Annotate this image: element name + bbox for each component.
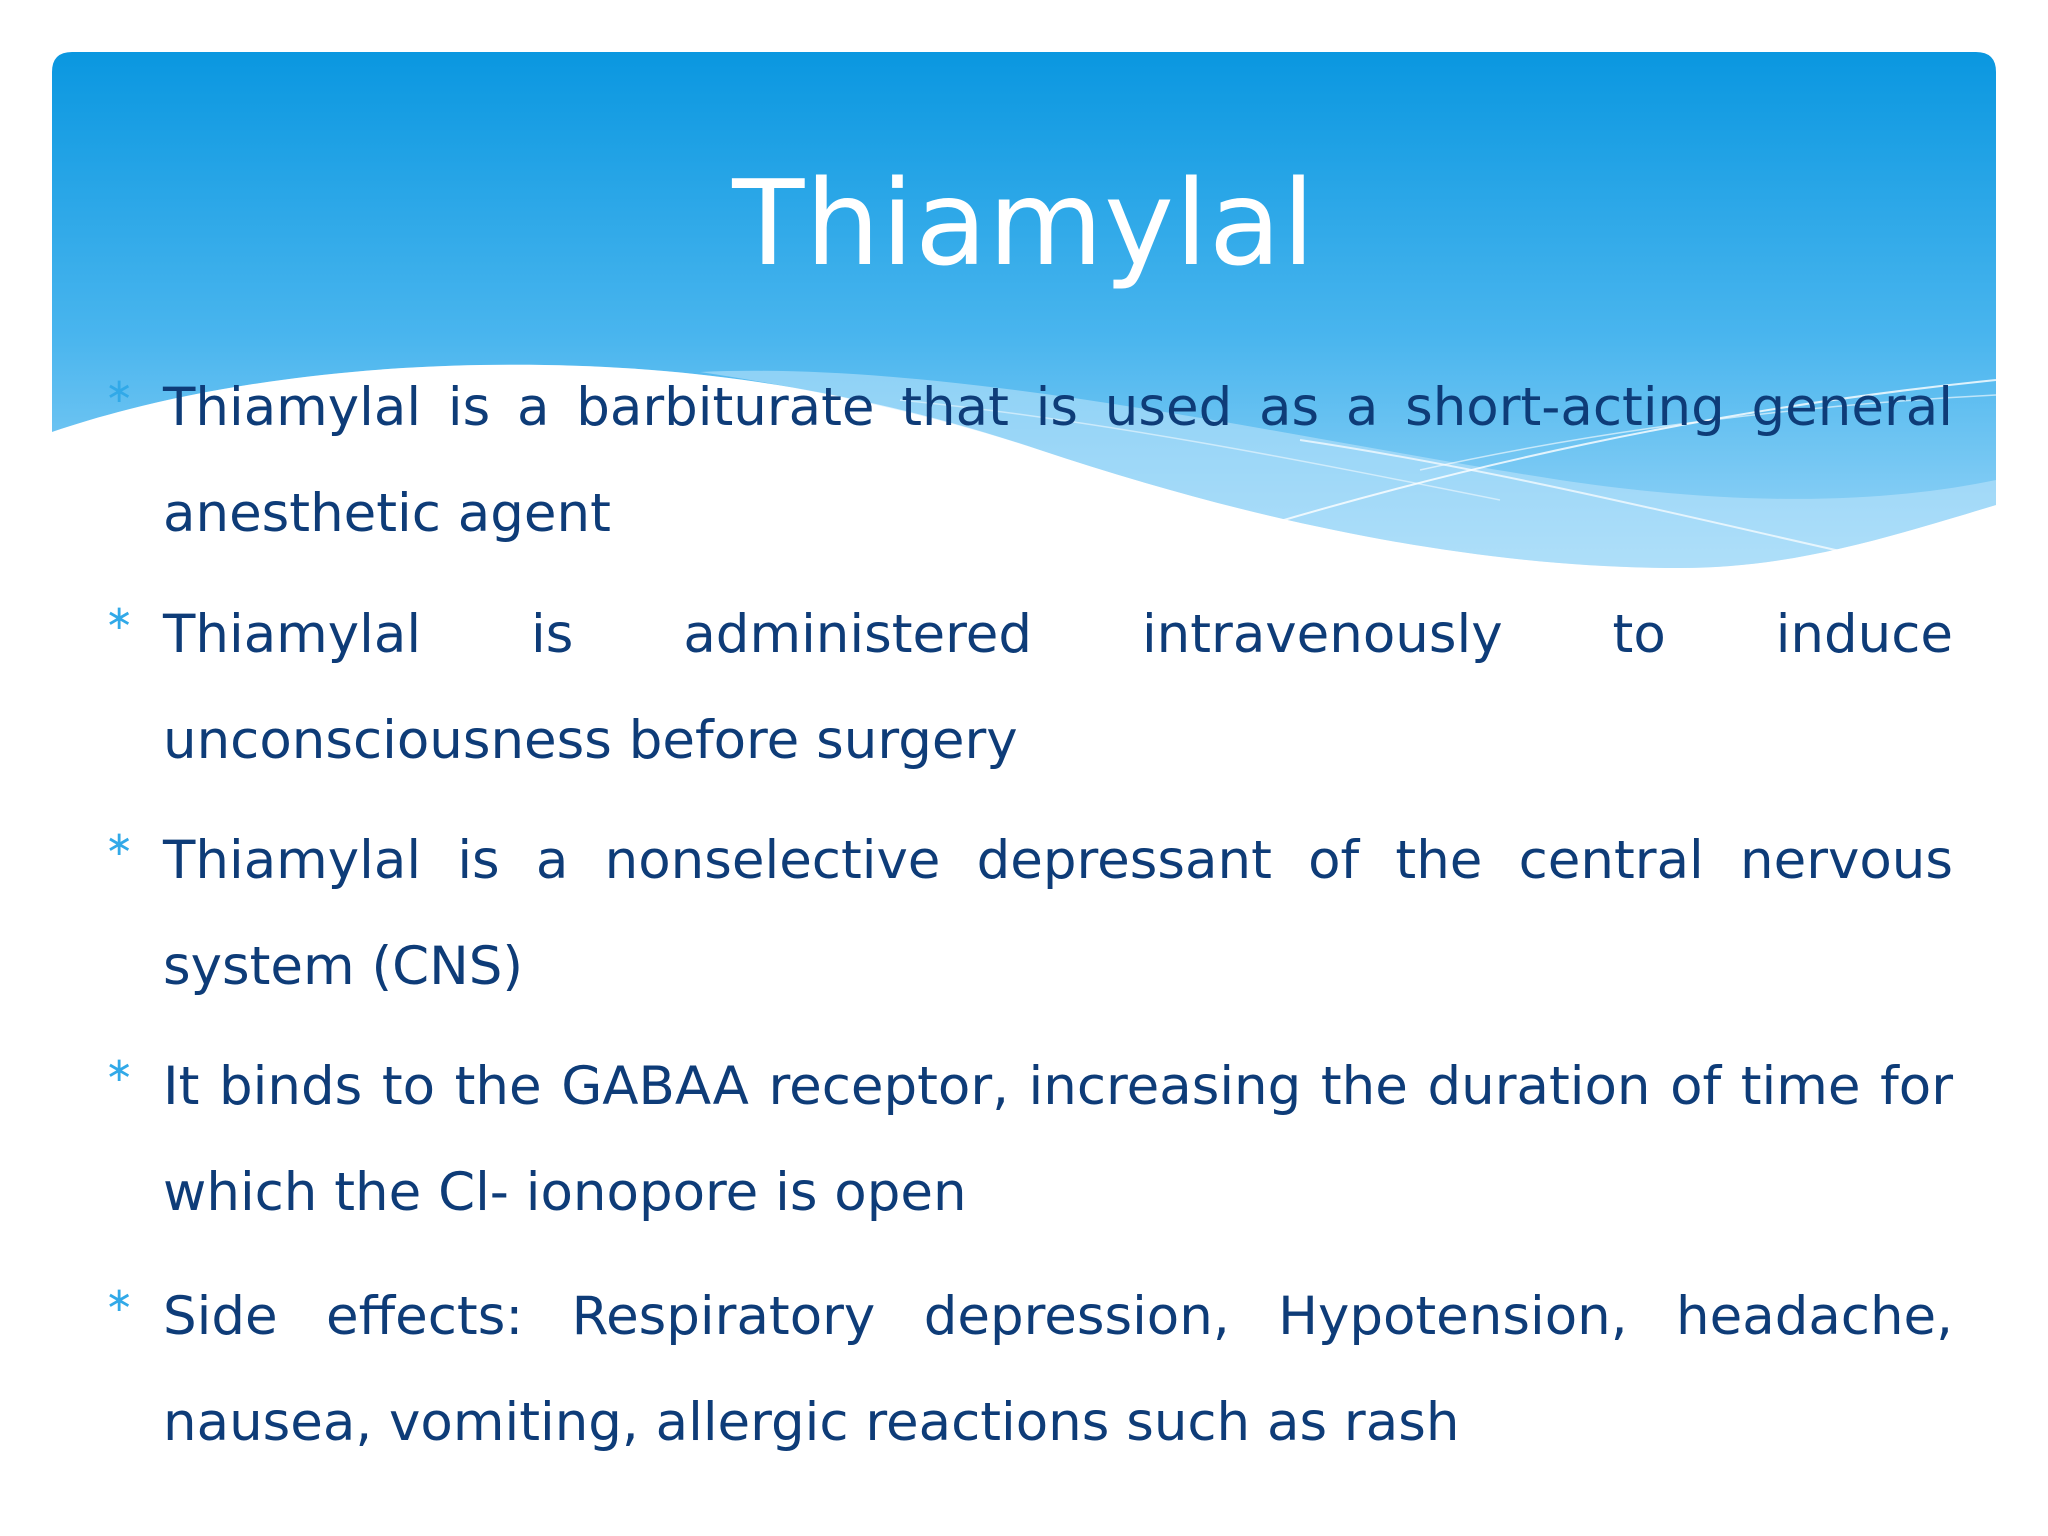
asterisk-bullet-icon: ∗ — [105, 598, 134, 638]
slide-title: Thiamylal — [732, 154, 1316, 292]
bullet-text: It binds to the GABAA receptor, increasing the duration of time for which the Cl- ionopore is open — [163, 1056, 1953, 1223]
asterisk-bullet-icon: ∗ — [105, 371, 134, 411]
bullet-text: Side effects: Respiratory depression, Hypotension, headache, nausea, vomiting, allergic reactions such as rash — [163, 1286, 1953, 1453]
asterisk-bullet-icon: ∗ — [105, 1280, 134, 1320]
asterisk-bullet-icon: ∗ — [105, 824, 134, 864]
bullet-text: Thiamylal is a nonselective depressant of the central nervous system (CNS) — [163, 830, 1953, 997]
bullet-text: Thiamylal is administered intravenously to induce unconsciousness before surgery — [163, 604, 1953, 771]
asterisk-bullet-icon: ∗ — [105, 1050, 134, 1090]
bullet-text: Thiamylal is a barbiturate that is used as a short-acting general anesthetic agent — [163, 377, 1953, 544]
